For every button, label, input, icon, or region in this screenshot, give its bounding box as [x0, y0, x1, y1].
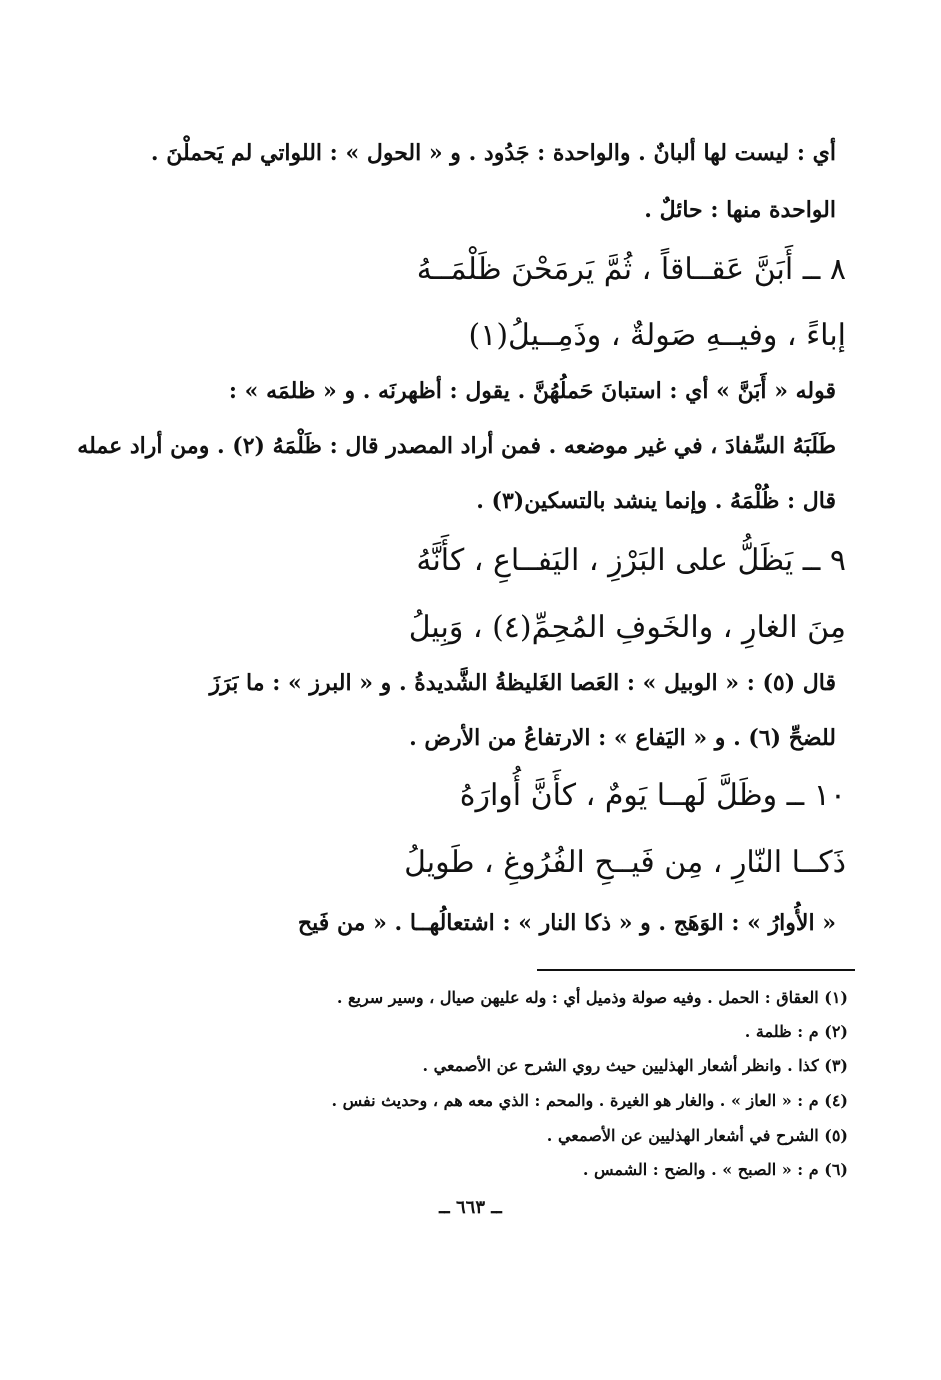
page-number: ــ ٦٦٣ ــ — [439, 1197, 502, 1218]
verse-line: ١٠ ــ وظَلَّ لَهــا يَومٌ ، كأَنَّ أُوارَهُ — [459, 778, 846, 813]
body-line: طَلَبَهُ السِّفادَ ، في غير موضعه . فمن أراد المصدر قال : ظَلْمَهُ (٢) . ومن أراد عمله — [77, 433, 836, 459]
body-line: قال (٥) : « الوبيل » : العَصا الغَليظةُ الشَّديدةُ . و « البرز » : ما بَرَزَ — [209, 670, 836, 696]
footnote: (٥) الشرح في أشعار الهذليين عن الأصمعي . — [546, 1126, 848, 1145]
footnote: (١) العقاق : الحمل . وفيه صولة وذميل أي : وله عليهن صيال ، وسير سريع . — [336, 988, 848, 1007]
verse-line: ذَكــا النّارِ ، مِن فَيــحِ الفُرُوغِ ، طَويلُ — [404, 845, 846, 880]
body-line: للضحِّ (٦) . و « اليَفاع » : الارتفاعُ من الأرض . — [409, 725, 836, 751]
body-line: الواحدة منها : حائلٌ . — [644, 197, 836, 223]
body-line: « الأُوارُ » : الوَهَج . و « ذكا النار » : اشتعالُهــا . « من فَيح — [297, 910, 836, 936]
footnote: (٢) م : ظلمة . — [744, 1022, 848, 1041]
footnote: (٣) كذا . وانظر أشعار الهذليين حيث روي الشرح عن الأصمعي . — [422, 1056, 848, 1075]
verse-line: مِنَ الغارِ ، والخَوفِ المُحِمِّ(٤) ، وَبِيلُ — [408, 610, 846, 645]
verse-line: ٨ ــ أَبَنَّ عَقــاقاً ، ثُمَّ يَرمَحْنَ ظَلْمَــهُ — [416, 252, 846, 287]
footnote: (٤) م : « العاز » . والغار هو الغيرة . والمحم : الذي معه هم ، وحديث نفس . — [331, 1091, 848, 1110]
body-line: قال : ظُلْمَهُ . وإنما ينشد بالتسكين(٣) . — [476, 488, 836, 514]
footnote-divider — [537, 969, 855, 971]
body-line: قوله « أَبَنَّ » أي : استبانَ حَملُهُنَّ . يقول : أظهرنَه . و « ظلمَه » : — [228, 378, 836, 404]
body-line: أي : ليست لها ألبانٌ . والواحدة : جَدُود . و « الحول » : اللواتي لم يَحملْنَ . — [150, 140, 836, 166]
verse-line: ٩ ــ يَظَلُّ على البَرْزِ ، اليَفــاعِ ، كأَنَّهُ — [416, 543, 846, 578]
verse-line: إباءً ، وفيــهِ صَولةٌ ، وذَمِــيلُ(١) — [468, 318, 846, 353]
footnote: (٦) م : « الصبح » . والضح : الشمس . — [582, 1160, 848, 1179]
